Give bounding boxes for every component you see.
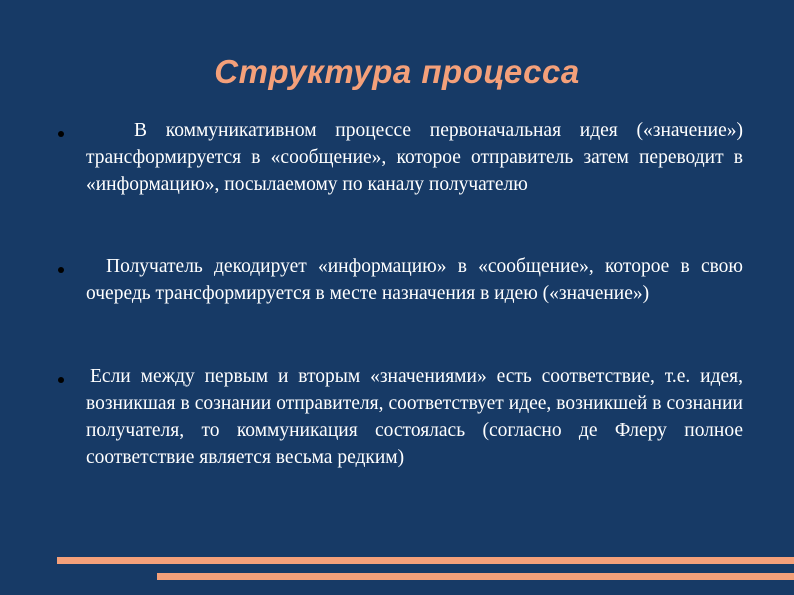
decorative-bar-top	[57, 557, 794, 564]
bullet-marker-icon	[58, 131, 64, 137]
slide-title: Структура процесса	[214, 53, 580, 90]
bullet-item-1: В коммуникативном процессе первоначальная идея («значение») трансформируется в «сообщение», которое отправитель затем переводит в «информацию», посылаемому по каналу получателю	[86, 120, 743, 195]
bullet-marker-icon	[58, 267, 64, 273]
bullet-item-2: Получатель декодирует «информацию» в «сообщение», которое в свою очередь трансформируется в месте назначения в идею («значение»)	[86, 256, 743, 304]
bullet-marker-icon	[58, 377, 64, 383]
bullet-item-3: Если между первым и вторым «значениями» есть соответствие, т.е. идея, возникшая в сознании отправителя, соответствует идее, возникшей в сознании получателя, то коммуникация состоялась (согласно де Флеру полное соответствие является весьма редким)	[86, 366, 743, 468]
decorative-bar-bottom	[157, 573, 794, 580]
